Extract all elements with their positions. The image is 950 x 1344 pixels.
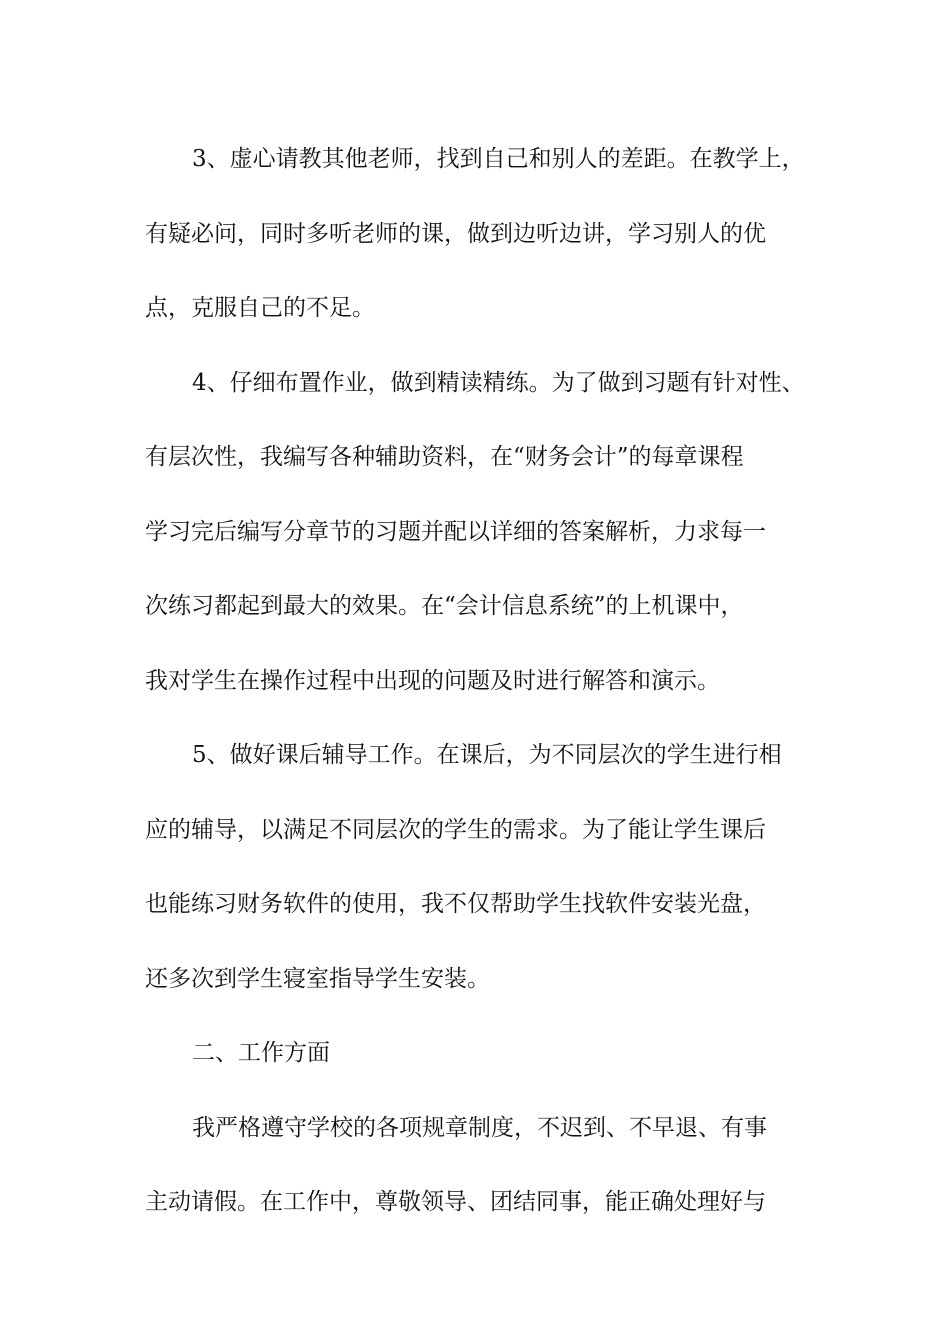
paragraph-work-line-1: 我严格遵守学校的各项规章制度，不迟到、不早退、有事 [192,1114,767,1141]
document-body [145,122,810,1240]
paragraph-5-line-3: 也能练习财务软件的使用，我不仅帮助学生找软件安装光盘， [145,891,766,917]
paragraph-4-line-5: 我对学生在操作过程中出现的问题及时进行解答和演示。 [145,667,720,694]
paragraph-4-line-1: 4、仔细布置作业，做到精读精练。为了做到习题有针对性、 [192,369,805,396]
paragraph-5-line-1: 5、做好课后辅导工作。在课后，为不同层次的学生进行相 [192,742,782,768]
paragraph-3-line-1: 3、虚心请教其他老师，找到自己和别人的差距。在教学上， [192,146,805,172]
paragraph-4-line-4: 次练习都起到最大的效果。在“会计信息系统”的上机课中， [145,593,744,619]
section-heading-work: 二、工作方面 [192,1040,330,1066]
paragraph-5-line-4: 还多次到学生寝室指导学生安装。 [145,965,490,992]
paragraph-4-line-2: 有层次性，我编写各种辅助资料，在“财务会计”的每章课程 [145,444,744,470]
paragraph-5-line-2: 应的辅导，以满足不同层次的学生的需求。为了能让学生课后 [145,816,766,843]
paragraph-3-line-2: 有疑必问，同时多听老师的课，做到边听边讲，学习别人的优 [145,220,766,247]
paragraph-3-line-3: 点，克服自己的不足。 [145,295,375,321]
paragraph-work-line-2: 主动请假。在工作中，尊敬领导、团结同事，能正确处理好与 [145,1189,766,1215]
paragraph-4-line-3: 学习完后编写分章节的习题并配以详细的答案解析，力求每一 [145,518,766,545]
